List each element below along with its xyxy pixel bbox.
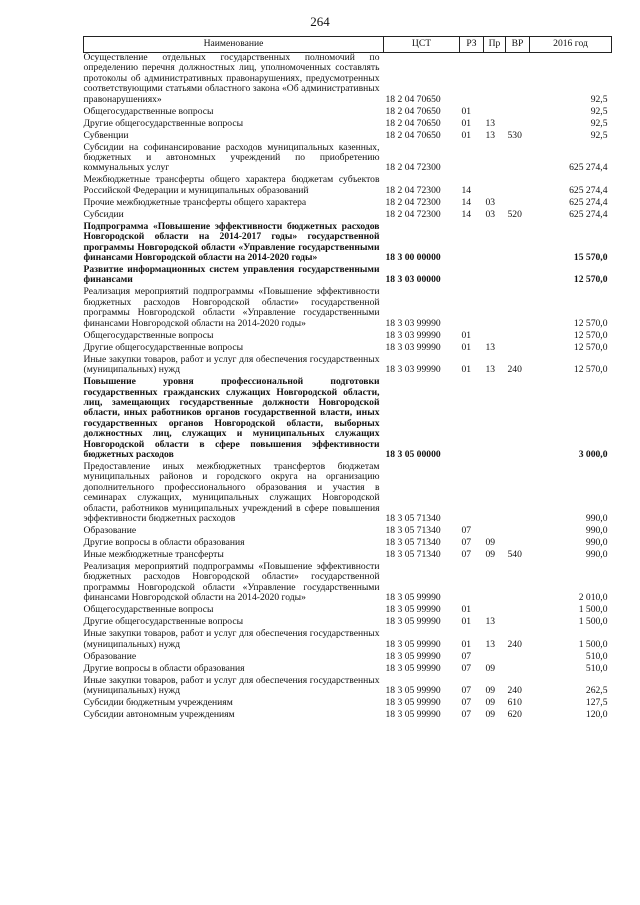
row-pr: [484, 562, 506, 605]
table-body: [84, 53, 612, 723]
row-sum: 15 570,0: [573, 252, 608, 264]
row-cst: 18 3 05 99990: [385, 638, 441, 650]
row-vr: 540: [507, 548, 522, 560]
row-pr: 03: [485, 208, 496, 220]
row-name: Другие общегосударственные вопросы: [83, 341, 244, 353]
row-vr: [506, 664, 530, 676]
table-row: [84, 377, 612, 462]
row-cst: 18 2 04 70650: [385, 129, 441, 141]
row-sum: 990,0: [585, 536, 608, 548]
row-name: Развитие информационных систем управления государственными финансами: [83, 264, 380, 286]
row-sum: 127,5: [585, 697, 608, 708]
row-rz: 01: [461, 604, 472, 616]
header-cst: ЦСТ: [384, 37, 460, 53]
row-vr: [506, 265, 530, 287]
row-name: Межбюджетные трансферты общего характера бюджетам субъектов Российской Федерации и муниципальных образований: [83, 174, 380, 196]
row-rz: 01: [461, 129, 472, 141]
row-vr: [506, 143, 530, 176]
row-sum: 262,5: [585, 685, 608, 696]
row-vr: [506, 377, 530, 462]
row-cst: 18 3 05 00000: [385, 448, 441, 460]
row-sum: 12 570,0: [573, 329, 608, 341]
row-rz: [460, 562, 484, 605]
row-cst: 18 3 05 71340: [385, 548, 441, 560]
table-row: [84, 53, 612, 107]
row-rz: 14: [461, 208, 472, 220]
header-name: Наименование: [84, 37, 384, 53]
row-pr: [484, 175, 506, 197]
row-cst: 18 3 05 71340: [385, 524, 441, 536]
table-row: [84, 676, 612, 698]
table-row: [84, 265, 612, 287]
row-sum: 510,0: [585, 650, 608, 662]
row-rz: 01: [461, 341, 472, 353]
row-cst: 18 3 05 99990: [385, 709, 441, 720]
row-sum: 1 500,0: [578, 638, 608, 650]
row-name: Субвенции: [83, 129, 129, 141]
row-name: Предоставление иных межбюджетных трансфертов бюджетам муниципальных районов и городского округа на организацию дополнительного профессионального образования и участия в семинарах служащих, муниципальных служащих Новгородской области, работников муниципальных учреждений в сфере повышения эффективности бюджетных расходов: [83, 460, 380, 524]
row-pr: [484, 377, 506, 462]
row-sum: 990,0: [585, 548, 608, 560]
row-rz: 14: [461, 184, 472, 196]
row-rz: 07: [461, 662, 472, 674]
row-rz: [460, 377, 484, 462]
row-cst: 18 2 04 70650: [385, 105, 441, 117]
row-pr: 09: [485, 709, 496, 720]
row-pr: [484, 265, 506, 287]
row-name: Другие общегосударственные вопросы: [83, 117, 244, 129]
row-rz: 07: [461, 524, 472, 536]
row-sum: 12 570,0: [573, 341, 608, 353]
row-pr: [484, 222, 506, 265]
row-sum: 625 274,4: [569, 196, 608, 208]
row-sum: 12 570,0: [573, 317, 608, 329]
row-cst: 18 2 04 72300: [385, 162, 441, 174]
row-name: Субсидии на софинансирование расходов муниципальных казенных, бюджетных и автономных учреждений по приобретению коммунальных услуг: [83, 141, 380, 174]
row-name: Другие вопросы в области образования: [83, 662, 245, 674]
row-name: Общегосударственные вопросы: [83, 105, 214, 117]
row-vr: [506, 175, 530, 197]
row-sum: 120,0: [585, 709, 608, 720]
row-pr: 13: [485, 341, 496, 353]
row-pr: 03: [485, 196, 496, 208]
table-row: [84, 355, 612, 377]
row-pr: 13: [485, 638, 496, 650]
row-name: Иные закупки товаров, работ и услуг для обеспечения государственных (муниципальных) нужд: [83, 628, 380, 650]
row-rz: [460, 265, 484, 287]
row-name: Субсидии бюджетным учреждениям: [83, 697, 233, 708]
table-row: [84, 331, 612, 343]
row-cst: 18 3 05 99990: [385, 697, 441, 708]
row-vr: [506, 53, 530, 107]
table-row: [84, 107, 612, 119]
row-name: Иные межбюджетные трансферты: [83, 548, 224, 560]
header-rz: РЗ: [460, 37, 484, 53]
row-vr: 240: [507, 685, 522, 696]
row-rz: 07: [461, 548, 472, 560]
row-name: Образование: [83, 650, 137, 662]
row-cst: 18 2 04 70650: [385, 117, 441, 129]
row-vr: [506, 562, 530, 605]
row-vr: 610: [507, 697, 522, 708]
row-pr: [484, 652, 506, 664]
row-name: Прочие межбюджетные трансферты общего характера: [83, 196, 307, 208]
row-pr: [484, 143, 506, 176]
row-cst: 18 2 04 72300: [385, 196, 441, 208]
table-row: [84, 175, 612, 197]
row-pr: 09: [485, 536, 496, 548]
row-sum: 12 570,0: [573, 274, 608, 286]
row-rz: 14: [461, 196, 472, 208]
row-cst: 18 3 05 71340: [385, 536, 441, 548]
row-vr: [506, 343, 530, 355]
table-row: [84, 222, 612, 265]
table-row: [84, 664, 612, 676]
row-pr: [484, 331, 506, 343]
row-cst: 18 3 03 00000: [385, 274, 441, 286]
row-rz: 07: [461, 697, 472, 708]
row-cst: 18 2 04 72300: [385, 208, 441, 220]
row-vr: [506, 107, 530, 119]
page-number: 264: [310, 14, 330, 29]
row-rz: [460, 53, 484, 107]
row-rz: 01: [461, 329, 472, 341]
row-sum: 510,0: [585, 662, 608, 674]
row-vr: [506, 605, 530, 617]
row-cst: 18 3 05 99990: [385, 662, 441, 674]
row-cst: 18 3 03 99990: [385, 364, 441, 376]
row-cst: 18 3 05 71340: [385, 512, 441, 524]
row-sum: 12 570,0: [573, 364, 608, 376]
row-name: Реализация мероприятий подпрограммы «Повышение эффективности бюджетных расходов Новгородской области» государственной программы Новгородской области «Управление государственными финансами Новгородской области на 2014-2020 годы»: [83, 286, 380, 329]
row-sum: 2 010,0: [578, 592, 608, 604]
row-pr: 09: [485, 662, 496, 674]
row-cst: 18 3 00 00000: [385, 252, 441, 264]
row-name: Субсидии автономным учреждениям: [83, 709, 235, 720]
table-row: [84, 652, 612, 664]
row-name: Субсидии: [83, 208, 124, 220]
row-sum: 990,0: [585, 524, 608, 536]
row-sum: 92,5: [590, 117, 608, 129]
row-cst: 18 3 05 99990: [385, 616, 441, 628]
row-sum: 3 000,0: [578, 448, 608, 460]
row-name: Образование: [83, 524, 137, 536]
row-sum: 625 274,4: [569, 162, 608, 174]
table-row: [84, 143, 612, 176]
row-vr: 530: [507, 129, 522, 141]
table-row: [84, 462, 612, 526]
row-sum: 990,0: [585, 512, 608, 524]
row-pr: 09: [485, 697, 496, 708]
row-vr: [506, 119, 530, 131]
row-rz: 07: [461, 536, 472, 548]
row-vr: [506, 462, 530, 526]
header-vr: ВР: [506, 37, 530, 53]
row-sum: 92,5: [590, 129, 608, 141]
row-name: Другие общегосударственные вопросы: [83, 616, 244, 628]
row-cst: 18 3 03 99990: [385, 341, 441, 353]
row-name: Иные закупки товаров, работ и услуг для обеспечения государственных (муниципальных) нужд: [83, 674, 380, 696]
row-vr: 240: [507, 364, 522, 376]
header-pr: Пр: [484, 37, 506, 53]
row-name: Иные закупки товаров, работ и услуг для обеспечения государственных (муниципальных) нужд: [83, 353, 380, 376]
row-name: Другие вопросы в области образования: [83, 536, 245, 548]
row-rz: 07: [461, 650, 472, 662]
table-row: [84, 629, 612, 651]
row-cst: 18 3 05 99990: [385, 592, 441, 604]
row-vr: [506, 222, 530, 265]
row-vr: 240: [507, 638, 522, 650]
row-name: Осуществление отдельных государственных полномочий по определению перечня должностных лиц, уполномоченных составлять протоколы об административных правонарушениях, предусмотренных соответствующими статьями областного закона «Об административных правонарушениях»: [83, 52, 380, 105]
table-row: [84, 562, 612, 605]
row-pr: [484, 107, 506, 119]
row-pr: 09: [485, 685, 496, 696]
table-row: [84, 198, 612, 210]
row-rz: 01: [461, 364, 472, 376]
row-name: Общегосударственные вопросы: [83, 604, 214, 616]
row-sum: 1 500,0: [578, 616, 608, 628]
row-rz: [460, 143, 484, 176]
row-pr: 13: [485, 129, 496, 141]
row-cst: 18 3 05 99990: [385, 685, 441, 696]
row-rz: 01: [461, 616, 472, 628]
row-rz: 07: [461, 709, 472, 720]
row-cst: 18 2 04 70650: [385, 93, 441, 105]
row-cst: 18 3 03 99990: [385, 317, 441, 329]
table-header-row: [84, 37, 612, 53]
row-sum: 92,5: [590, 105, 608, 117]
row-vr: [506, 287, 530, 330]
row-vr: [506, 526, 530, 538]
row-rz: 07: [461, 685, 472, 696]
row-cst: 18 3 03 99990: [385, 329, 441, 341]
row-vr: 520: [507, 208, 522, 220]
row-name: Повышение уровня профессиональной подготовки государственных гражданских служащих Новгородской области, лиц, замещающих государственные должности Новгородской области, иных работников органов государственной власти, иных государственных органов Новгородской области, выборных должностных лиц, служащих и муниципальных служащих Новгородской области в сфере повышения эффективности бюджетных расходов: [83, 376, 380, 460]
row-pr: [484, 462, 506, 526]
table-row: [84, 343, 612, 355]
row-sum: 625 274,4: [569, 208, 608, 220]
row-vr: [506, 331, 530, 343]
row-pr: [484, 287, 506, 330]
table-row: [84, 710, 612, 722]
row-vr: [506, 652, 530, 664]
table-row: [84, 131, 612, 143]
budget-table: [83, 36, 612, 722]
row-pr: 13: [485, 616, 496, 628]
row-rz: [460, 222, 484, 265]
row-rz: 01: [461, 117, 472, 129]
row-vr: [506, 617, 530, 629]
row-vr: 620: [507, 709, 522, 720]
row-rz: 01: [461, 638, 472, 650]
row-cst: 18 2 04 72300: [385, 184, 441, 196]
row-pr: [484, 53, 506, 107]
row-sum: 1 500,0: [578, 604, 608, 616]
row-rz: [460, 287, 484, 330]
row-name: Реализация мероприятий подпрограммы «Повышение эффективности бюджетных расходов Новгородской области» государственной программы Новгородской области «Управление государственными финансами Новгородской области на 2014-2020 годы»: [83, 560, 380, 604]
header-year: 2016 год: [530, 37, 612, 53]
row-pr: 09: [485, 548, 496, 560]
row-rz: [460, 462, 484, 526]
row-sum: 625 274,4: [569, 184, 608, 196]
row-sum: 92,5: [590, 93, 608, 105]
row-name: Подпрограмма «Повышение эффективности бюджетных расходов Новгородской области на 2014-2017 годы» государственной программы Новгородской области «Управление государственными финансами Новгородской области на 2014-2020 годы»: [83, 220, 380, 264]
table-row: [84, 287, 612, 330]
row-rz: 01: [461, 105, 472, 117]
table-row: [84, 119, 612, 131]
row-pr: 13: [485, 117, 496, 129]
row-cst: 18 3 05 99990: [385, 604, 441, 616]
row-name: Общегосударственные вопросы: [83, 329, 214, 341]
row-cst: 18 3 05 99990: [385, 650, 441, 662]
row-pr: 13: [485, 364, 496, 376]
